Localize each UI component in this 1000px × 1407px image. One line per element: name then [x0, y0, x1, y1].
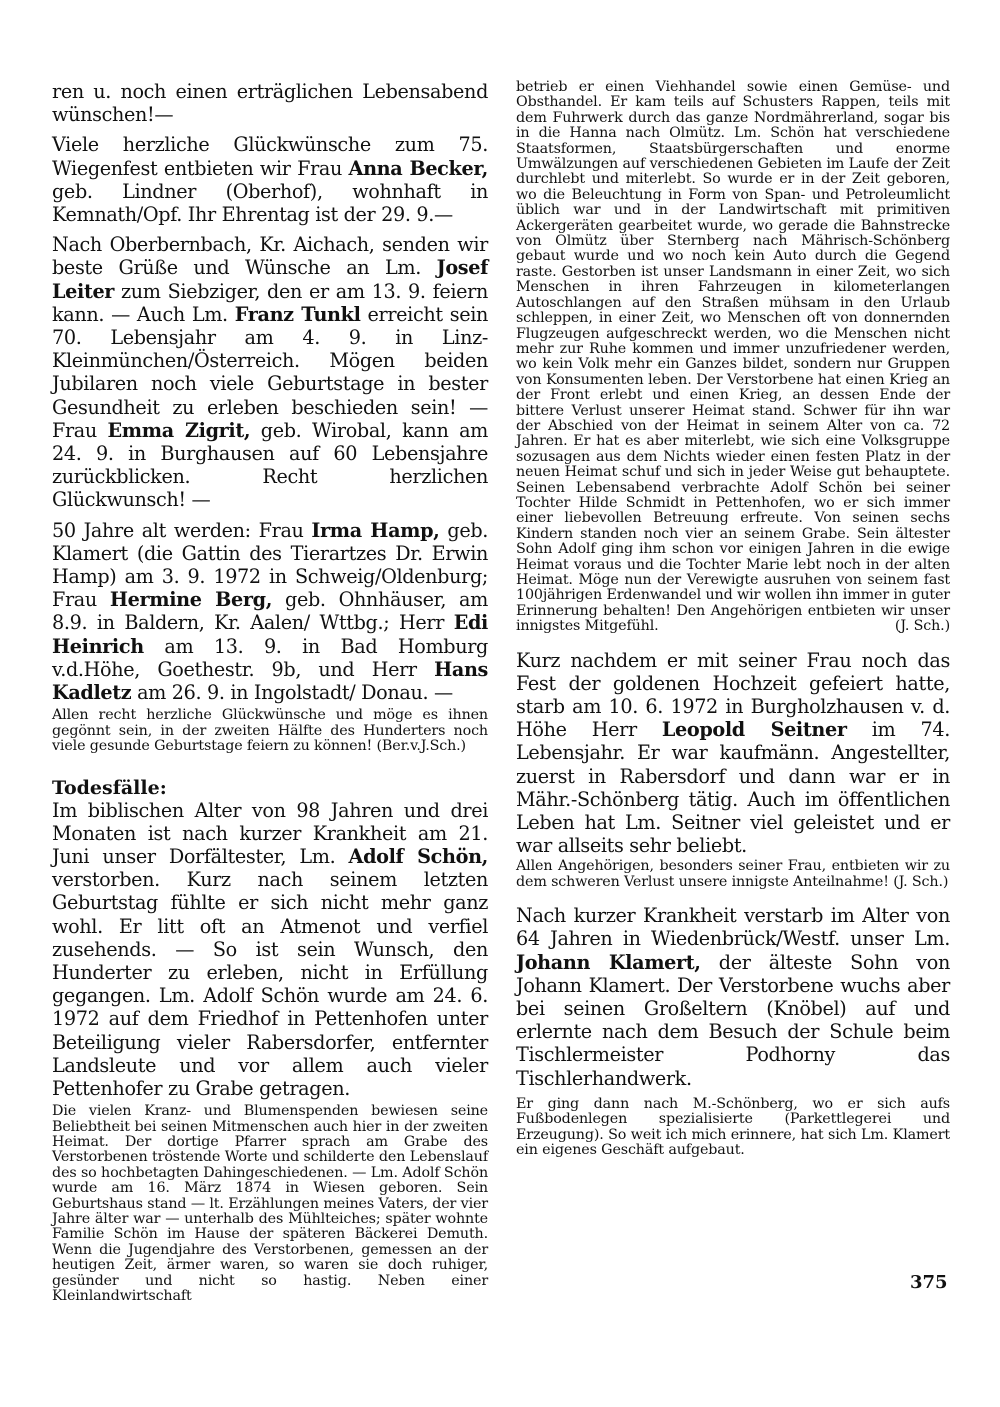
paragraph-glueckwuensche: Allen recht herzliche Glückwünsche und möge es ihnen gegönnt sein, in der zweiten Hälfte des Hunderters noch viele gesunde Geburtstage feiern zu können! (Ber.v.J.Sch.)	[52, 707, 488, 755]
text: am 26. 9. in Ingolstadt/ Donau. —	[131, 681, 453, 705]
paragraph-anna-becker	[52, 133, 488, 226]
text: Kurz nachdem er mit seiner Frau noch das Fest der goldenen Hochzeit gefeiert hatte, starb am 10. 6. 1972 in Burgholzhausen v. d. Höhe Herr	[516, 648, 950, 742]
text: zum Siebziger, den er am 13. 9. feiern kann. — Auch Lm.	[52, 279, 488, 326]
person-name: Emma Zigrit,	[107, 418, 251, 442]
person-name: Hermine Berg,	[109, 588, 273, 612]
page-number: 375	[910, 1272, 948, 1293]
text: verstorben. Kurz nach seinem letzten Geburtstag fühlte er sich nicht mehr ganz wohl. Er litt oft an Atmenot und verfiel zusehends. — So ist sein Wunsch, den Hunderter zu erleben, nicht in Erfüllung gegangen. Lm. Adolf Schön wurde am 24. 6. 1972 auf dem Friedhof in Pettenhofen unter Beteiligung vieler Rabersdorfer, entfernter Landsleute und vor allem auch vieler Pettenhofer zu Grabe getragen.	[52, 868, 488, 1100]
paragraph-schoenberg: Er ging dann nach M.-Schönberg, wo er sich aufs Fußbodenlegen spezialisierte (Parkettlegerei und Erzeugung). So weit ich mich erinnere, hat sich Lm. Klamert ein eigenes Geschäft aufgebaut.	[516, 1095, 950, 1159]
text: Nach kurzer Krankheit verstarb im Alter von 64 Jahren in Wiedenbrück/Westf. unser Lm.	[516, 904, 950, 951]
paragraph-adolf-schoen	[52, 799, 488, 1101]
author-signature: (J. Sch.)	[894, 618, 950, 635]
text: geb. Klamert (die Gattin des Tierartzes Dr. Erwin Hamp) am 3. 9. 1972 in Schweig/Oldenburg; Frau	[52, 518, 489, 612]
person-name: Hans Kadletz	[52, 657, 488, 705]
text: Viele herzliche Glückwünsche zum 75. Wiegenfest entbieten wir Frau	[52, 133, 488, 180]
paragraph-anteilnahme: Allen Angehörigen, besonders seiner Frau, entbieten wir zu dem schweren Verlust unsere innigste Anteilnahme! (J. Sch.)	[516, 858, 950, 890]
text: Nach Oberbernbach, Kr. Aichach, senden wir beste Grüße und Wünsche an Lm.	[52, 233, 488, 280]
paragraph-johann-klamert	[516, 904, 950, 1090]
person-name: Leopold Seitner	[661, 718, 847, 742]
paragraph-josef-leiter	[52, 233, 488, 511]
person-name: Adolf Schön,	[348, 844, 488, 868]
text: Im biblischen Alter von 98 Jahren und drei Monaten ist nach kurzer Krankheit am 21. Juni unser Dorfältester, Lm.	[52, 798, 488, 868]
text: im 74. Lebensjahr. Er war kaufmänn. Angestellter, zuerst in Rabersdorf und dann war er in Mähr.-Schönberg tätig. Auch im öffentlichen Leben hat Lm. Seitner viel geleistet und er war allseits sehr beliebt.	[516, 718, 950, 858]
text: erreicht sein 70. Lebensjahr am 4. 9. in Linz-Kleinmünchen/Österreich. Mögen beiden Jubilaren noch viele Geburtstage in bester Gesundheit zu erleben beschieden sein! — Frau	[52, 302, 488, 442]
person-name: Edi Heinrich	[52, 611, 488, 658]
text: 50 Jahre alt werden: Frau	[52, 518, 312, 542]
person-name: Anna Becker,	[348, 156, 489, 180]
right-column	[516, 80, 950, 1159]
text: betrieb er einen Viehhandel sowie einen Gemüse- und Obsthandel. Er kam teils auf Schusters Rappen, teils mit dem Fuhrwerk durch das ganze Nordmährerland, sogar bis in die Hanna nach Olmütz. Lm. Schön hat verschiedene Staatsformen, Staatsbürgerschaften und enorme Umwälzungen auf verschiedenen Gebieten im Laufe der Zeit durchlebt und miterlebt. So wurde er in der Zeit geboren, wo die Beleuchtung in Form von Span- und Petroleumlicht üblich war und in der Landwirtschaft mit primitiven Ackergeräten gearbeitet wurde, wo gerade die Bahnstrecke von Olmütz über Sternberg nach Mährisch-Schönberg gebaut wurde und wo noch kein Auto durch die Gegend raste. Gestorben ist unser Landsmann in einer Zeit, wo sich Menschen in ihren Fahrzeugen in kilometerlangen Autoschlangen auf den Straßen mühsam in den Urlaub schleppen, in einer Zeit, wo Menschen oft von donnernden Flugzeugen aufgeschreckt werden, wo die Menschen nicht mehr zur Ruhe kommen und immer unzufriedener werden, wo kein Volk mehr ein Ganzes bildet, sondern nur Gruppen von Konsumenten leben. Der Verstorbene hat einen Krieg an der Front erlebt und einen Krieg, an dessen Ende der bittere Verlust unserer Heimat stand. Schwer für ihn war der Abschied von der Heimat in seinem Alter von ca. 72 Jahren. Er hat es aber miterlebt, wie sich eine Volksgruppe sozusagen aus dem Nichts wieder einen festen Platz in der neuen Heimat schuf und sich in jeder Weise gut behauptete. Seinen Lebensabend verbrachte Adolf Schön bei seiner Tochter Hilde Schmidt in Pettenhofen, wo er sich immer einer liebevollen Betreuung erfreute. Von seinen sechs Kindern standen noch vier an seinem Grabe. Sein ältester Sohn Adolf ging ihm schon vor einigen Jahren in die ewige Heimat voraus und die Tochter Marie lebt noch in der alten Heimat. Möge nun der Verewigte ausruhen von seinem fast 100jährigen Erdenwandel und wir wollen ihn immer in guter Erinnerung behalten! Den Angehörigen entbieten wir unser innigstes Mitgefühl.	[516, 79, 950, 635]
left-column	[52, 80, 488, 1304]
person-name: Josef Leiter	[52, 256, 488, 303]
person-name: Johann Klamert,	[516, 950, 701, 974]
text: am 13. 9. in Bad Homburg v.d.Höhe, Goethestr. 9b, und Herr	[52, 634, 488, 681]
person-name: Franz Tunkl	[234, 302, 361, 326]
paragraph-leopold-seitner	[516, 649, 950, 858]
paragraph-50-jahre	[52, 519, 488, 705]
text: geb. Wirobal, kann am 24. 9. in Burghausen auf 60 Lebensjahre zurückblicken. Recht herzlichen Glückwunsch! —	[52, 418, 489, 512]
person-name: Irma Hamp,	[311, 518, 440, 542]
paragraph-viehhandel	[516, 80, 950, 635]
paragraph-kranzspenden: Die vielen Kranz- und Blumenspenden bewiesen seine Beliebtheit bei seinen Mitmenschen auch hier in der zweiten Heimat. Der dortige Pfarrer sprach am Grabe des Verstorbenen tröstende Worte und schilderte den Lebenslauf des so hochbetagten Dahingeschiedenen. — Lm. Adolf Schön wurde am 16. März 1874 in Wiesen geboren. Sein Geburtshaus stand — lt. Erzählungen meines Vaters, der vier Jahre älter war — unterhalb des Mühlteiches; später wohnte Familie Schön im Hause der späteren Bäckerei Demuth. Wenn die Jugendjahre des Verstorbenen, gemessen an der heutigen Zeit, ärmer waren, so waren sie doch ruhiger, gesünder und nicht so hastig. Neben einer Kleinlandwirtschaft	[52, 1103, 488, 1305]
section-heading-todesfaelle: Todesfälle:	[52, 776, 167, 799]
text: geb. Lindner (Oberhof), wohnhaft in Kemnath/Opf. Ihr Ehrentag ist der 29. 9.—	[52, 179, 488, 227]
text: der älteste Sohn von Johann Klamert. Der Verstorbene wuchs aber bei seinen Großeltern (Knöbel) auf und erlernte nach dem Besuch der Schule beim Tischlermeister Podhorny das Tischlerhandwerk.	[516, 950, 950, 1090]
paragraph-lebensabend: ren u. noch einen erträglichen Lebensabend wünschen!—	[52, 80, 488, 127]
text: geb. Ohnhäuser, am 8.9. in Baldern, Kr. Aalen/ Wttbg.; Herr	[52, 588, 488, 635]
